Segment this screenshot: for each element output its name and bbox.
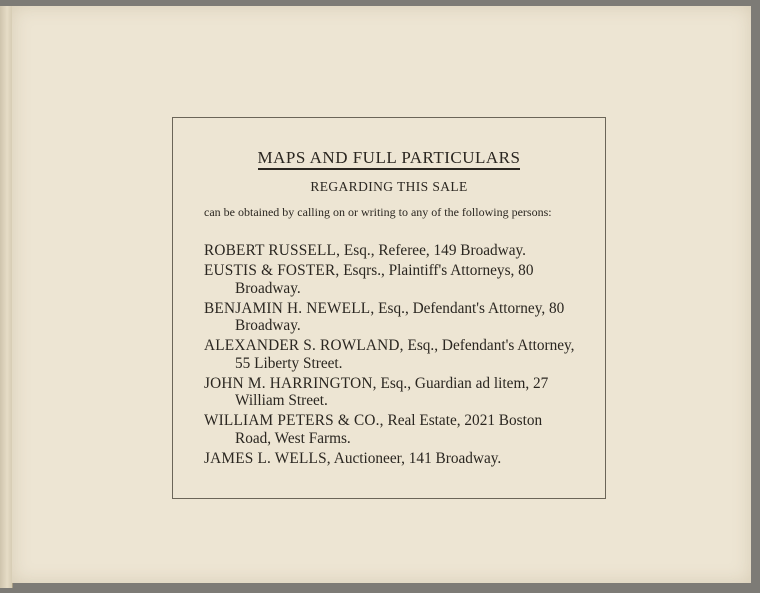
contact-detail: Esq., Referee, 149 Broadway. — [340, 242, 527, 259]
contact-detail: Auctioneer, 141 Broadway. — [330, 449, 502, 467]
contact-name: ROBERT RUSSELL, — [204, 242, 341, 259]
contact-detail: Esq., Defendant's Attorney, 55 Liberty Street. — [235, 337, 575, 372]
contact-entry — [204, 242, 579, 260]
contact-entry — [204, 375, 579, 410]
contact-detail: Esq., Defendant's Attorney, 80 Broadway. — [235, 299, 565, 334]
notice-box — [172, 117, 606, 499]
contact-entry — [204, 412, 579, 447]
contact-name: BENJAMIN H. NEWELL, — [204, 299, 375, 317]
notice-subtitle: REGARDING THIS SALE — [310, 179, 468, 194]
document-page — [12, 6, 751, 583]
contact-list — [204, 242, 579, 470]
notice-title-text: MAPS AND FULL PARTICULARS — [258, 148, 521, 170]
contact-entry — [204, 450, 579, 468]
contact-entry — [204, 262, 579, 297]
notice-intro: can be obtained by calling on or writing to any of the following persons: — [204, 205, 552, 219]
contact-detail: Real Estate, 2021 Boston Road, West Farms. — [235, 412, 543, 447]
contact-name: JOHN M. HARRINGTON, — [204, 374, 377, 392]
contact-name: WILLIAM PETERS & CO., — [204, 412, 384, 429]
contact-name: JAMES L. WELLS, — [204, 449, 331, 467]
contact-detail: Esqrs., Plaintiff's Attorneys, 80 Broadway. — [235, 262, 534, 297]
notice-title — [173, 148, 605, 168]
contact-name: ALEXANDER S. ROWLAND, — [204, 337, 404, 354]
contact-detail: Esq., Guardian ad litem, 27 William Street. — [235, 374, 549, 409]
contact-entry — [204, 337, 579, 372]
contact-entry — [204, 300, 579, 335]
contact-name: EUSTIS & FOSTER, — [204, 262, 340, 279]
